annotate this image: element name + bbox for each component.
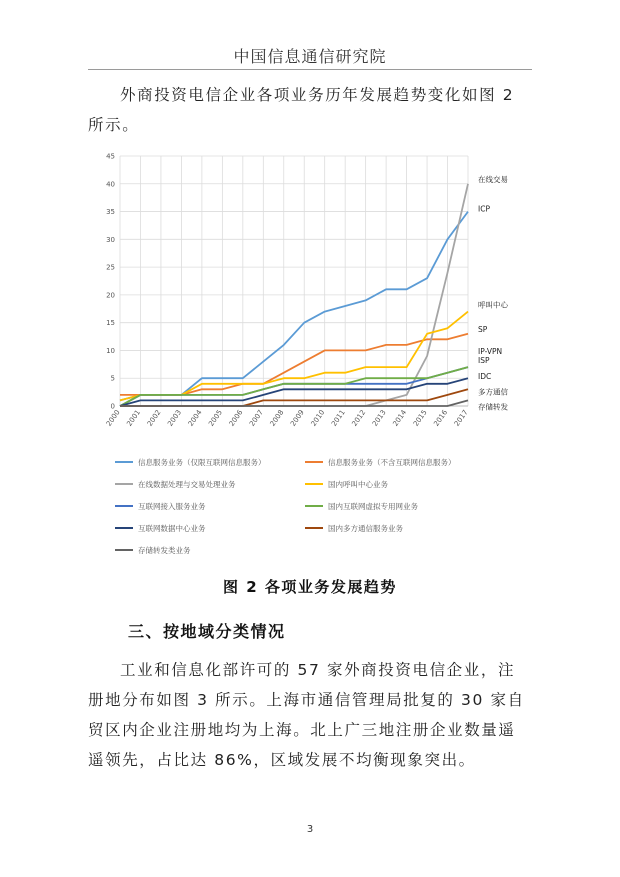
series-end-label: SP xyxy=(478,324,488,334)
legend-label: 存储转发类业务 xyxy=(138,545,191,555)
legend-label: 国内互联网虚拟专用网业务 xyxy=(328,501,418,511)
intro-paragraph: 外商投资电信企业各项业务历年发展趋势变化如图 2 所示。 xyxy=(88,86,515,134)
legend-swatch xyxy=(305,505,323,507)
legend-item xyxy=(305,499,418,513)
legend-label: 互联网接入服务业务 xyxy=(138,501,206,511)
legend-label: 信息服务业务（仅限互联网信息服务） xyxy=(138,457,266,467)
x-tick-label: 2017 xyxy=(452,408,470,428)
legend-item xyxy=(115,543,191,557)
legend-swatch xyxy=(115,505,133,507)
x-tick-label: 2016 xyxy=(432,408,450,428)
legend-swatch xyxy=(305,483,323,485)
y-tick-label: 45 xyxy=(106,152,115,161)
y-tick-label: 25 xyxy=(106,263,115,272)
y-tick-label: 20 xyxy=(106,291,115,300)
x-tick-label: 2004 xyxy=(186,408,204,428)
page-number: 3 xyxy=(306,824,314,835)
legend-item xyxy=(115,521,206,535)
x-tick-label: 2003 xyxy=(166,408,184,428)
legend-label: 互联网数据中心业务 xyxy=(138,523,206,533)
series-end-label: 存储转发 xyxy=(478,402,508,412)
series-end-label: IDC xyxy=(478,372,492,382)
x-tick-label: 2011 xyxy=(330,408,347,428)
x-tick-label: 2014 xyxy=(391,408,409,428)
legend-swatch xyxy=(305,527,323,529)
y-tick-label: 40 xyxy=(106,180,115,189)
x-tick-label: 2002 xyxy=(145,408,163,428)
legend-item xyxy=(305,521,403,535)
series-end-label: 多方通信 xyxy=(478,387,508,397)
series-end-label: ISP xyxy=(478,356,490,366)
x-tick-label: 2005 xyxy=(207,408,224,428)
chart-legend xyxy=(115,455,515,567)
legend-swatch xyxy=(115,549,133,551)
section-title: 三、按地域分类情况 xyxy=(128,622,286,641)
y-tick-label: 35 xyxy=(106,208,115,217)
y-tick-label: 5 xyxy=(110,374,115,383)
y-tick-label: 10 xyxy=(106,346,115,355)
legend-swatch xyxy=(115,527,133,529)
legend-item xyxy=(115,455,266,469)
legend-swatch xyxy=(115,461,133,463)
y-tick-label: 15 xyxy=(106,319,115,328)
figure-caption: 图 2 各项业务发展趋势 xyxy=(223,578,397,596)
y-tick-label: 30 xyxy=(106,235,115,244)
x-tick-label: 2001 xyxy=(125,408,143,428)
series-end-label: ICP xyxy=(478,204,490,214)
x-tick-label: 2009 xyxy=(289,408,306,428)
legend-swatch xyxy=(305,461,323,463)
legend-label: 国内多方通信服务业务 xyxy=(328,523,403,533)
series-line xyxy=(120,212,468,401)
x-tick-label: 2006 xyxy=(227,408,245,428)
legend-label: 信息服务业务（不含互联网信息服务） xyxy=(328,457,456,467)
series-line xyxy=(120,389,468,406)
x-tick-label: 2013 xyxy=(370,408,388,428)
x-tick-label: 2008 xyxy=(268,408,286,428)
series-end-label: IP-VPN xyxy=(478,347,503,357)
x-tick-label: 2000 xyxy=(104,408,122,428)
legend-item xyxy=(115,477,236,491)
page-header-title: 中国信息通信研究院 xyxy=(233,47,387,66)
series-end-label: 在线交易 xyxy=(478,174,508,184)
series-line xyxy=(120,334,468,395)
x-tick-label: 2012 xyxy=(350,408,368,428)
y-tick-label: 0 xyxy=(110,402,115,411)
body-paragraph: 工业和信息化部许可的 57 家外商投资电信企业，注册地分布如图 3 所示。上海市通信管理局批复的 30 家自贸区内企业注册地均为上海。北上广三地注册企业数量遥遥领先，占比达 86%，区域发展不均衡现象突出。 xyxy=(88,661,525,769)
legend-item xyxy=(305,477,388,491)
x-tick-label: 2010 xyxy=(309,408,327,428)
legend-item xyxy=(115,499,206,513)
header-rule xyxy=(88,69,532,70)
series-end-label: 呼叫中心 xyxy=(478,300,508,310)
x-tick-label: 2007 xyxy=(248,408,265,428)
series-line xyxy=(120,378,468,406)
legend-swatch xyxy=(115,483,133,485)
x-tick-label: 2015 xyxy=(411,408,429,428)
legend-label: 在线数据处理与交易处理业务 xyxy=(138,479,236,489)
trend-line-chart xyxy=(98,148,518,438)
legend-label: 国内呼叫中心业务 xyxy=(328,479,388,489)
legend-item xyxy=(305,455,456,469)
